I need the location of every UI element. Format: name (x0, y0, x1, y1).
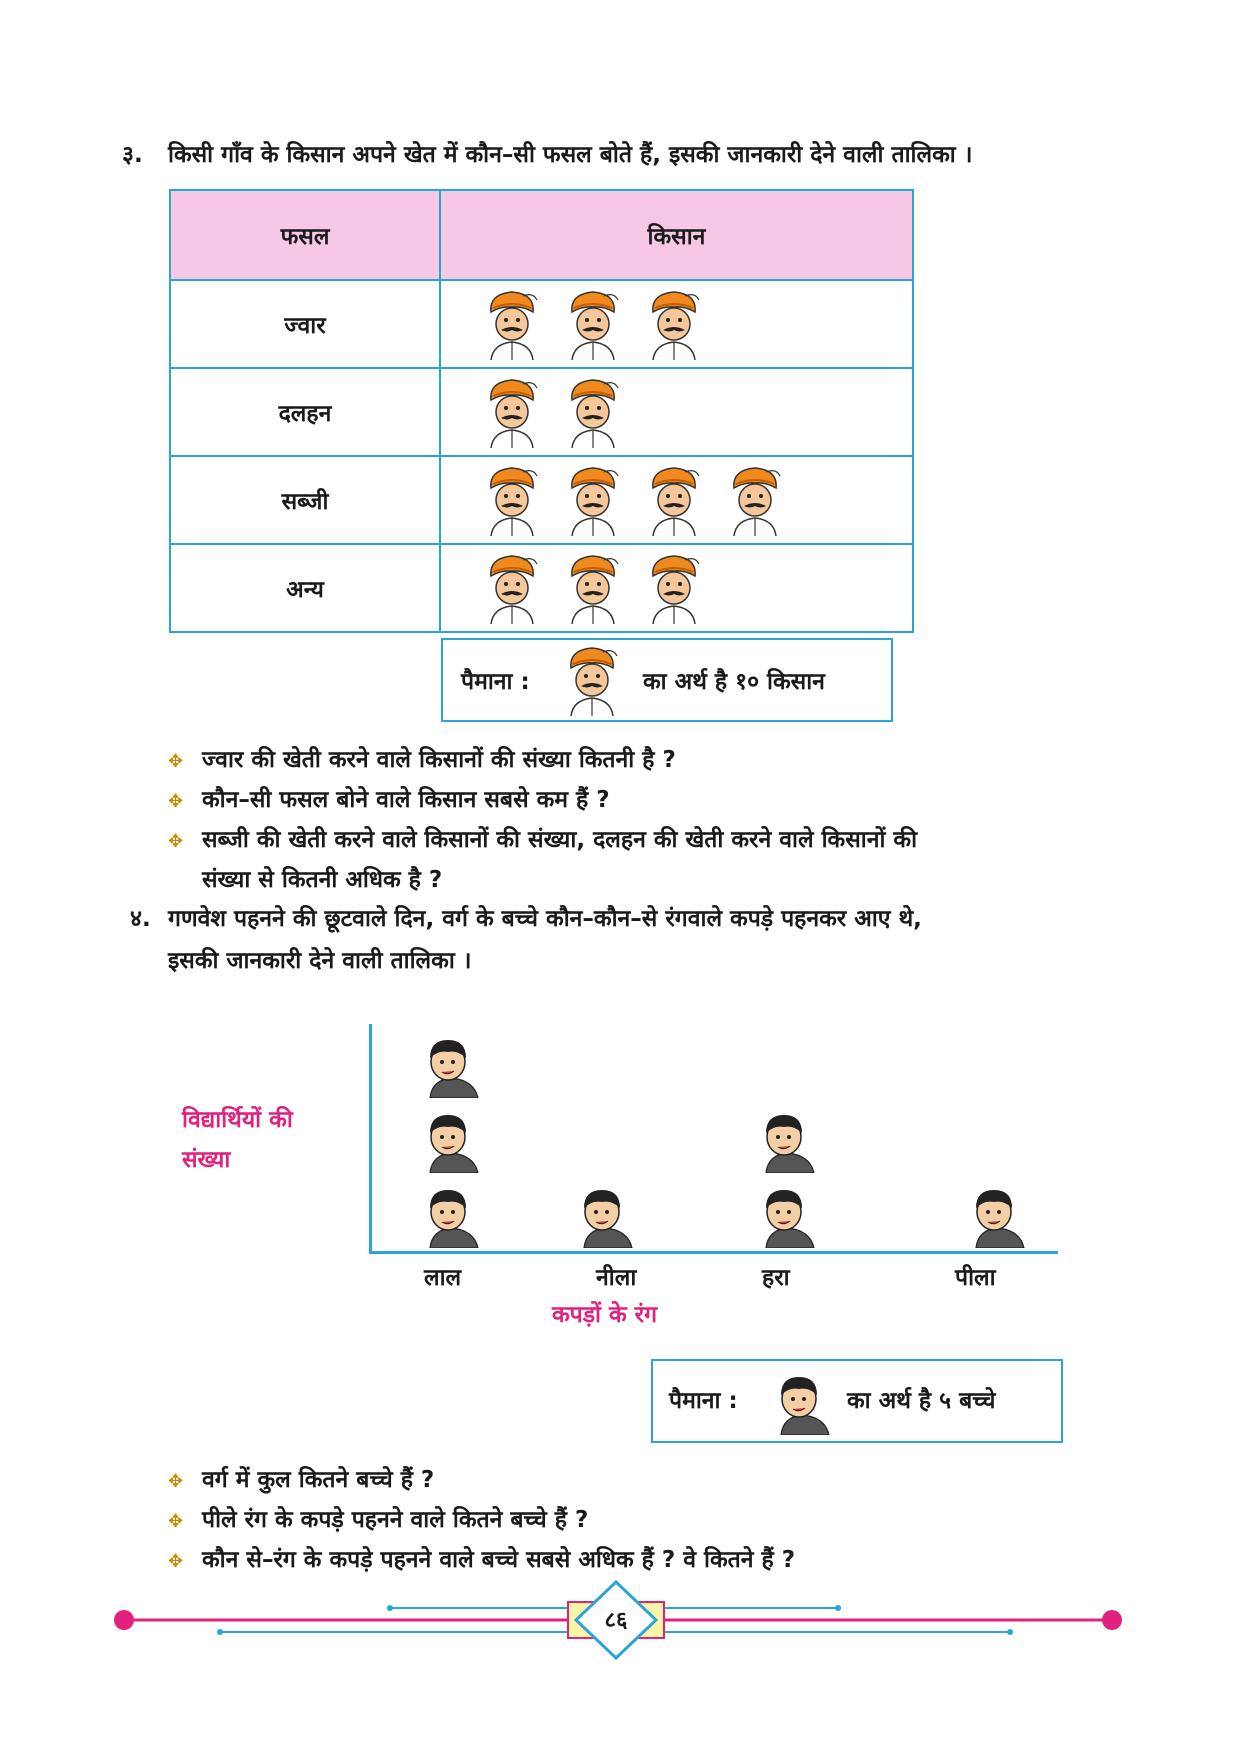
list-item: ✥ सब्जी की खेती करने वाले किसानों की संख्या, दलहन की खेती करने वाले किसानों की (168, 827, 918, 853)
diamond-bullet-icon: ✥ (168, 751, 184, 772)
list-item-continued: संख्या से कितनी अधिक है ? (202, 867, 443, 893)
table-row (170, 544, 913, 632)
q4-scale-box (651, 1359, 1063, 1443)
list-item: ✥ कौन–सी फसल बोने वाले किसान सबसे कम हैं ? (168, 787, 610, 813)
diamond-bullet-icon: ✥ (168, 1471, 184, 1492)
q4-scale-label: पैमाना : (669, 1388, 738, 1414)
q3-title: किसी गाँव के किसान अपने खेत में कौन–सी फसल बोते हैं, इसकी जानकारी देने वाली तालिका । (168, 142, 973, 168)
chart-ylabel-line2: संख्या (182, 1147, 231, 1173)
child-icon (418, 1030, 484, 1098)
child-icon (754, 1180, 820, 1248)
farmer-icon (561, 644, 623, 716)
chart-x-axis (369, 1251, 1058, 1254)
list-item: ✥ कौन से–रंग के कपड़े पहनने वाले बच्चे सबसे अधिक हैं ? वे कितने हैं ? (168, 1547, 796, 1573)
table-header-farmer: किसान (440, 190, 913, 280)
diamond-bullet-icon: ✥ (168, 1511, 184, 1532)
list-item: ✥ ज्वार की खेती करने वाले किसानों की संख्या कितनी है ? (168, 747, 676, 773)
q3-scale-meaning: का अर्थ है १० किसान (643, 669, 825, 695)
q3-scale-box (441, 638, 893, 722)
farmer-icon (562, 552, 624, 624)
q3-number: ३. (122, 142, 143, 168)
x-tick-label: नीला (596, 1265, 637, 1291)
chart-y-axis (369, 1024, 372, 1254)
q4-number: ४. (130, 906, 151, 932)
farmer-icon (562, 376, 624, 448)
q4-title-line2: इसकी जानकारी देने वाली तालिका । (168, 948, 472, 974)
farmer-icon (481, 464, 543, 536)
crop-name: दलहन (170, 368, 440, 456)
farmer-icon (481, 552, 543, 624)
table-row (170, 456, 913, 544)
table-row (170, 280, 913, 368)
farmer-icon (481, 376, 543, 448)
crop-farmer-table (169, 189, 914, 633)
diamond-bullet-icon: ✥ (168, 831, 184, 852)
child-icon (418, 1105, 484, 1173)
child-icon (418, 1180, 484, 1248)
farmer-icon (643, 464, 705, 536)
farmer-icon (562, 464, 624, 536)
diamond-bullet-icon: ✥ (168, 791, 184, 812)
list-item: ✥ पीले रंग के कपड़े पहनने वाले कितने बच्चे हैं ? (168, 1507, 589, 1533)
child-icon (964, 1180, 1030, 1248)
q4-title-row (130, 902, 1130, 974)
q4-scale-meaning: का अर्थ है ५ बच्चे (847, 1388, 996, 1414)
farmer-icons (440, 544, 913, 632)
child-icon (769, 1367, 835, 1435)
table-row (170, 368, 913, 456)
farmer-icon (724, 464, 786, 536)
q3-scale-label: पैमाना : (461, 669, 530, 695)
chart-xlabel: कपड़ों के रंग (552, 1302, 658, 1328)
diamond-bullet-icon: ✥ (168, 1551, 184, 1572)
chart-ylabel-line1: विद्यार्थियों की (182, 1107, 293, 1133)
farmer-icon (562, 288, 624, 360)
crop-name: सब्जी (170, 456, 440, 544)
footer-dot-right (1102, 1610, 1122, 1630)
child-icon (754, 1105, 820, 1173)
farmer-icons (440, 456, 913, 544)
list-item: ✥ वर्ग में कुल कितने बच्चे हैं ? (168, 1467, 435, 1493)
x-tick-label: हरा (762, 1265, 790, 1291)
x-tick-label: लाल (424, 1265, 462, 1291)
q3-title-row (122, 138, 1122, 172)
crop-name: ज्वार (170, 280, 440, 368)
farmer-icon (481, 288, 543, 360)
table-header-crop: फसल (170, 190, 440, 280)
page-number: ८६ (604, 1608, 628, 1633)
child-icon (572, 1180, 638, 1248)
q4-title-line1: गणवेश पहनने की छूटवाले दिन, वर्ग के बच्चे कौन–कौन–से रंगवाले कपड़े पहनकर आए थे, (168, 906, 922, 932)
x-tick-label: पीला (955, 1265, 996, 1291)
footer-dot-left (114, 1610, 134, 1630)
crop-name: अन्य (170, 544, 440, 632)
farmer-icon (643, 552, 705, 624)
farmer-icons (440, 368, 913, 456)
farmer-icons (440, 280, 913, 368)
farmer-icon (643, 288, 705, 360)
